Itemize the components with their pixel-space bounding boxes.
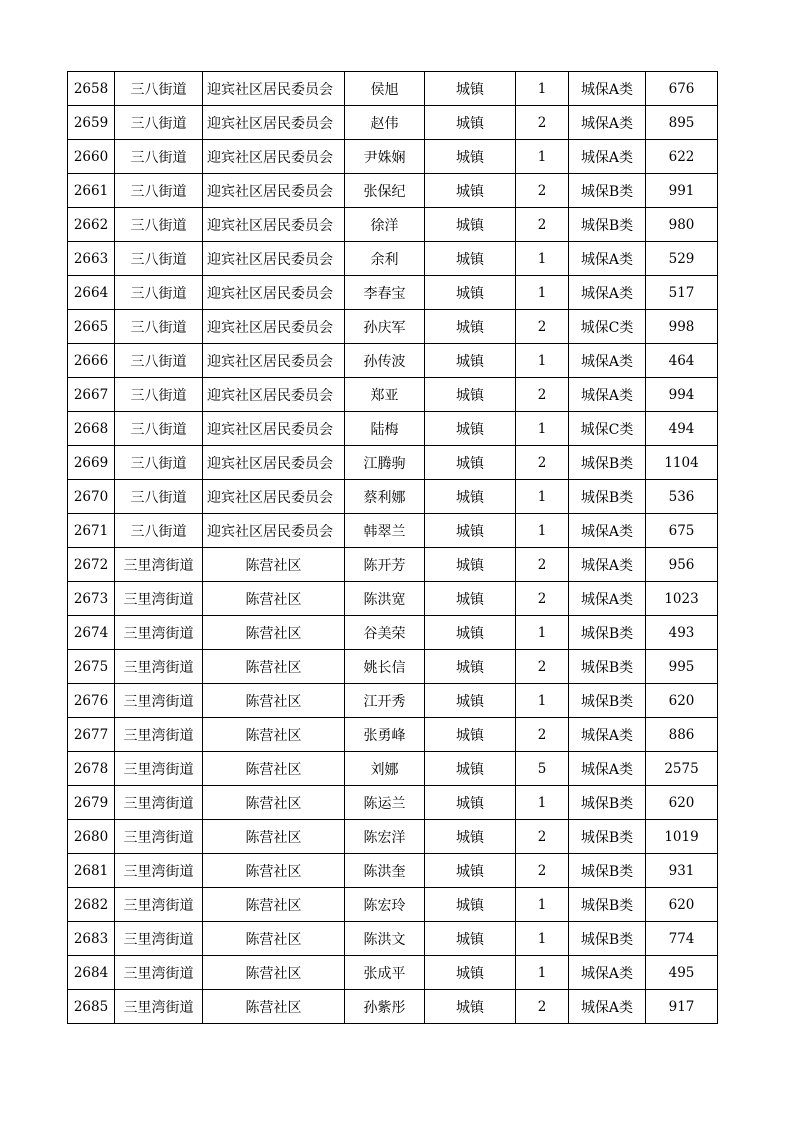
cell-category: 城保A类: [569, 344, 646, 378]
cell-area-type: 城镇: [425, 956, 516, 990]
cell-row-number: 2660: [68, 140, 115, 174]
cell-community: 迎宾社区居民委员会: [203, 514, 345, 548]
cell-area-type: 城镇: [425, 310, 516, 344]
table-row: [68, 242, 718, 276]
cell-row-number: 2685: [68, 990, 115, 1024]
cell-name: 陈洪文: [345, 922, 425, 956]
cell-street: 三八街道: [115, 140, 203, 174]
cell-name: 陈洪奎: [345, 854, 425, 888]
cell-amount: 2575: [646, 752, 718, 786]
cell-area-type: 城镇: [425, 616, 516, 650]
cell-name: 陈洪宽: [345, 582, 425, 616]
cell-area-type: 城镇: [425, 514, 516, 548]
cell-amount: 620: [646, 684, 718, 718]
cell-community: 陈营社区: [203, 922, 345, 956]
cell-category: 城保A类: [569, 990, 646, 1024]
cell-household-count: 1: [516, 514, 569, 548]
cell-row-number: 2675: [68, 650, 115, 684]
cell-community: 迎宾社区居民委员会: [203, 344, 345, 378]
cell-name: 谷美荣: [345, 616, 425, 650]
cell-street: 三八街道: [115, 446, 203, 480]
cell-area-type: 城镇: [425, 752, 516, 786]
cell-name: 江开秀: [345, 684, 425, 718]
cell-street: 三八街道: [115, 242, 203, 276]
cell-row-number: 2671: [68, 514, 115, 548]
cell-household-count: 2: [516, 582, 569, 616]
cell-amount: 931: [646, 854, 718, 888]
cell-category: 城保B类: [569, 650, 646, 684]
cell-street: 三里湾街道: [115, 650, 203, 684]
cell-category: 城保B类: [569, 786, 646, 820]
cell-area-type: 城镇: [425, 412, 516, 446]
cell-household-count: 1: [516, 480, 569, 514]
cell-category: 城保B类: [569, 820, 646, 854]
cell-name: 陈宏洋: [345, 820, 425, 854]
cell-name: 蔡利娜: [345, 480, 425, 514]
cell-street: 三里湾街道: [115, 684, 203, 718]
cell-amount: 980: [646, 208, 718, 242]
cell-name: 陆梅: [345, 412, 425, 446]
table-body: [68, 72, 718, 1024]
cell-street: 三八街道: [115, 310, 203, 344]
cell-amount: 517: [646, 276, 718, 310]
cell-household-count: 2: [516, 174, 569, 208]
table-row: [68, 854, 718, 888]
cell-name: 陈宏玲: [345, 888, 425, 922]
cell-name: 姚长信: [345, 650, 425, 684]
cell-area-type: 城镇: [425, 548, 516, 582]
cell-community: 陈营社区: [203, 888, 345, 922]
cell-street: 三八街道: [115, 174, 203, 208]
cell-community: 陈营社区: [203, 752, 345, 786]
cell-household-count: 1: [516, 786, 569, 820]
cell-category: 城保B类: [569, 922, 646, 956]
table-row: [68, 446, 718, 480]
table-row: [68, 786, 718, 820]
cell-row-number: 2682: [68, 888, 115, 922]
cell-street: 三八街道: [115, 480, 203, 514]
cell-household-count: 1: [516, 72, 569, 106]
cell-street: 三里湾街道: [115, 990, 203, 1024]
cell-household-count: 1: [516, 888, 569, 922]
cell-amount: 1104: [646, 446, 718, 480]
cell-name: 陈运兰: [345, 786, 425, 820]
cell-household-count: 1: [516, 276, 569, 310]
cell-amount: 622: [646, 140, 718, 174]
cell-category: 城保A类: [569, 242, 646, 276]
cell-category: 城保A类: [569, 956, 646, 990]
cell-category: 城保A类: [569, 548, 646, 582]
cell-amount: 675: [646, 514, 718, 548]
cell-community: 陈营社区: [203, 854, 345, 888]
table-row: [68, 412, 718, 446]
cell-name: 徐洋: [345, 208, 425, 242]
cell-community: 迎宾社区居民委员会: [203, 174, 345, 208]
cell-name: 孙紫彤: [345, 990, 425, 1024]
table-row: [68, 140, 718, 174]
cell-row-number: 2669: [68, 446, 115, 480]
cell-row-number: 2681: [68, 854, 115, 888]
cell-row-number: 2673: [68, 582, 115, 616]
cell-household-count: 2: [516, 718, 569, 752]
cell-area-type: 城镇: [425, 990, 516, 1024]
cell-household-count: 2: [516, 820, 569, 854]
cell-name: 刘娜: [345, 752, 425, 786]
cell-household-count: 1: [516, 412, 569, 446]
cell-area-type: 城镇: [425, 446, 516, 480]
cell-area-type: 城镇: [425, 242, 516, 276]
cell-category: 城保B类: [569, 446, 646, 480]
cell-area-type: 城镇: [425, 684, 516, 718]
cell-area-type: 城镇: [425, 854, 516, 888]
cell-category: 城保B类: [569, 888, 646, 922]
cell-row-number: 2662: [68, 208, 115, 242]
cell-name: 尹姝娴: [345, 140, 425, 174]
cell-area-type: 城镇: [425, 378, 516, 412]
cell-category: 城保B类: [569, 684, 646, 718]
cell-category: 城保A类: [569, 106, 646, 140]
cell-street: 三里湾街道: [115, 786, 203, 820]
cell-household-count: 1: [516, 616, 569, 650]
cell-row-number: 2665: [68, 310, 115, 344]
cell-street: 三里湾街道: [115, 616, 203, 650]
cell-amount: 917: [646, 990, 718, 1024]
cell-amount: 991: [646, 174, 718, 208]
table-row: [68, 956, 718, 990]
cell-area-type: 城镇: [425, 72, 516, 106]
table-row: [68, 888, 718, 922]
cell-amount: 464: [646, 344, 718, 378]
table-row: [68, 106, 718, 140]
cell-amount: 1019: [646, 820, 718, 854]
table-row: [68, 72, 718, 106]
cell-amount: 676: [646, 72, 718, 106]
cell-household-count: 2: [516, 378, 569, 412]
cell-area-type: 城镇: [425, 106, 516, 140]
table-row: [68, 378, 718, 412]
cell-amount: 774: [646, 922, 718, 956]
table-row: [68, 514, 718, 548]
cell-category: 城保A类: [569, 140, 646, 174]
table-row: [68, 820, 718, 854]
cell-amount: 998: [646, 310, 718, 344]
cell-street: 三八街道: [115, 378, 203, 412]
table-row: [68, 752, 718, 786]
cell-street: 三八街道: [115, 106, 203, 140]
cell-name: 赵伟: [345, 106, 425, 140]
cell-household-count: 2: [516, 650, 569, 684]
cell-area-type: 城镇: [425, 480, 516, 514]
cell-category: 城保B类: [569, 616, 646, 650]
cell-row-number: 2677: [68, 718, 115, 752]
table-row: [68, 616, 718, 650]
cell-community: 迎宾社区居民委员会: [203, 106, 345, 140]
cell-row-number: 2672: [68, 548, 115, 582]
cell-name: 李春宝: [345, 276, 425, 310]
cell-category: 城保B类: [569, 208, 646, 242]
cell-community: 陈营社区: [203, 786, 345, 820]
table-row: [68, 990, 718, 1024]
cell-row-number: 2661: [68, 174, 115, 208]
cell-household-count: 1: [516, 684, 569, 718]
cell-row-number: 2676: [68, 684, 115, 718]
cell-community: 陈营社区: [203, 820, 345, 854]
cell-category: 城保B类: [569, 854, 646, 888]
cell-street: 三里湾街道: [115, 718, 203, 752]
cell-amount: 536: [646, 480, 718, 514]
cell-amount: 895: [646, 106, 718, 140]
table-row: [68, 582, 718, 616]
cell-amount: 494: [646, 412, 718, 446]
cell-category: 城保C类: [569, 412, 646, 446]
cell-community: 陈营社区: [203, 718, 345, 752]
cell-community: 陈营社区: [203, 684, 345, 718]
cell-amount: 995: [646, 650, 718, 684]
cell-household-count: 2: [516, 990, 569, 1024]
cell-area-type: 城镇: [425, 174, 516, 208]
cell-community: 迎宾社区居民委员会: [203, 208, 345, 242]
cell-street: 三八街道: [115, 208, 203, 242]
cell-household-count: 2: [516, 854, 569, 888]
table-row: [68, 650, 718, 684]
cell-community: 迎宾社区居民委员会: [203, 242, 345, 276]
cell-category: 城保B类: [569, 480, 646, 514]
cell-area-type: 城镇: [425, 650, 516, 684]
cell-amount: 529: [646, 242, 718, 276]
cell-row-number: 2680: [68, 820, 115, 854]
cell-amount: 493: [646, 616, 718, 650]
cell-area-type: 城镇: [425, 140, 516, 174]
data-table: [67, 71, 718, 1024]
cell-name: 陈开芳: [345, 548, 425, 582]
cell-name: 张保纪: [345, 174, 425, 208]
cell-name: 侯旭: [345, 72, 425, 106]
cell-community: 迎宾社区居民委员会: [203, 480, 345, 514]
cell-street: 三八街道: [115, 344, 203, 378]
cell-household-count: 1: [516, 140, 569, 174]
cell-row-number: 2666: [68, 344, 115, 378]
cell-row-number: 2674: [68, 616, 115, 650]
cell-row-number: 2664: [68, 276, 115, 310]
cell-street: 三里湾街道: [115, 956, 203, 990]
cell-amount: 886: [646, 718, 718, 752]
cell-area-type: 城镇: [425, 718, 516, 752]
table-row: [68, 480, 718, 514]
cell-household-count: 2: [516, 208, 569, 242]
cell-community: 迎宾社区居民委员会: [203, 310, 345, 344]
table-row: [68, 174, 718, 208]
cell-row-number: 2679: [68, 786, 115, 820]
cell-household-count: 2: [516, 446, 569, 480]
cell-amount: 956: [646, 548, 718, 582]
cell-community: 陈营社区: [203, 548, 345, 582]
cell-name: 郑亚: [345, 378, 425, 412]
cell-area-type: 城镇: [425, 888, 516, 922]
cell-name: 张勇峰: [345, 718, 425, 752]
cell-household-count: 1: [516, 956, 569, 990]
cell-community: 迎宾社区居民委员会: [203, 412, 345, 446]
cell-name: 韩翠兰: [345, 514, 425, 548]
cell-community: 陈营社区: [203, 956, 345, 990]
cell-household-count: 2: [516, 310, 569, 344]
cell-amount: 1023: [646, 582, 718, 616]
cell-community: 迎宾社区居民委员会: [203, 446, 345, 480]
cell-street: 三八街道: [115, 276, 203, 310]
cell-community: 陈营社区: [203, 616, 345, 650]
cell-category: 城保B类: [569, 174, 646, 208]
cell-name: 张成平: [345, 956, 425, 990]
table-row: [68, 718, 718, 752]
cell-area-type: 城镇: [425, 582, 516, 616]
cell-category: 城保C类: [569, 310, 646, 344]
cell-category: 城保A类: [569, 582, 646, 616]
cell-row-number: 2678: [68, 752, 115, 786]
cell-category: 城保A类: [569, 378, 646, 412]
cell-household-count: 1: [516, 242, 569, 276]
cell-community: 迎宾社区居民委员会: [203, 72, 345, 106]
cell-community: 迎宾社区居民委员会: [203, 276, 345, 310]
cell-amount: 495: [646, 956, 718, 990]
cell-row-number: 2683: [68, 922, 115, 956]
cell-amount: 994: [646, 378, 718, 412]
cell-area-type: 城镇: [425, 208, 516, 242]
cell-area-type: 城镇: [425, 786, 516, 820]
cell-category: 城保A类: [569, 276, 646, 310]
cell-household-count: 2: [516, 106, 569, 140]
cell-row-number: 2659: [68, 106, 115, 140]
cell-household-count: 5: [516, 752, 569, 786]
cell-row-number: 2658: [68, 72, 115, 106]
cell-row-number: 2670: [68, 480, 115, 514]
table-row: [68, 344, 718, 378]
cell-area-type: 城镇: [425, 820, 516, 854]
table-row: [68, 548, 718, 582]
table-row: [68, 922, 718, 956]
cell-street: 三八街道: [115, 72, 203, 106]
cell-community: 陈营社区: [203, 650, 345, 684]
cell-street: 三里湾街道: [115, 582, 203, 616]
cell-row-number: 2667: [68, 378, 115, 412]
cell-street: 三里湾街道: [115, 820, 203, 854]
cell-category: 城保A类: [569, 718, 646, 752]
cell-household-count: 1: [516, 922, 569, 956]
cell-community: 迎宾社区居民委员会: [203, 140, 345, 174]
cell-name: 余利: [345, 242, 425, 276]
cell-name: 孙庆军: [345, 310, 425, 344]
cell-row-number: 2684: [68, 956, 115, 990]
cell-community: 迎宾社区居民委员会: [203, 378, 345, 412]
cell-category: 城保A类: [569, 752, 646, 786]
cell-category: 城保A类: [569, 72, 646, 106]
cell-area-type: 城镇: [425, 344, 516, 378]
cell-street: 三八街道: [115, 514, 203, 548]
cell-street: 三里湾街道: [115, 922, 203, 956]
cell-amount: 620: [646, 888, 718, 922]
cell-area-type: 城镇: [425, 922, 516, 956]
cell-name: 孙传波: [345, 344, 425, 378]
cell-row-number: 2668: [68, 412, 115, 446]
table-row: [68, 310, 718, 344]
table-row: [68, 208, 718, 242]
cell-street: 三里湾街道: [115, 752, 203, 786]
cell-street: 三八街道: [115, 412, 203, 446]
table-row: [68, 684, 718, 718]
cell-street: 三里湾街道: [115, 548, 203, 582]
cell-household-count: 1: [516, 344, 569, 378]
cell-community: 陈营社区: [203, 582, 345, 616]
cell-row-number: 2663: [68, 242, 115, 276]
table-row: [68, 276, 718, 310]
cell-category: 城保A类: [569, 514, 646, 548]
cell-household-count: 2: [516, 548, 569, 582]
cell-street: 三里湾街道: [115, 854, 203, 888]
cell-amount: 620: [646, 786, 718, 820]
cell-community: 陈营社区: [203, 990, 345, 1024]
cell-area-type: 城镇: [425, 276, 516, 310]
cell-street: 三里湾街道: [115, 888, 203, 922]
cell-name: 江腾驹: [345, 446, 425, 480]
